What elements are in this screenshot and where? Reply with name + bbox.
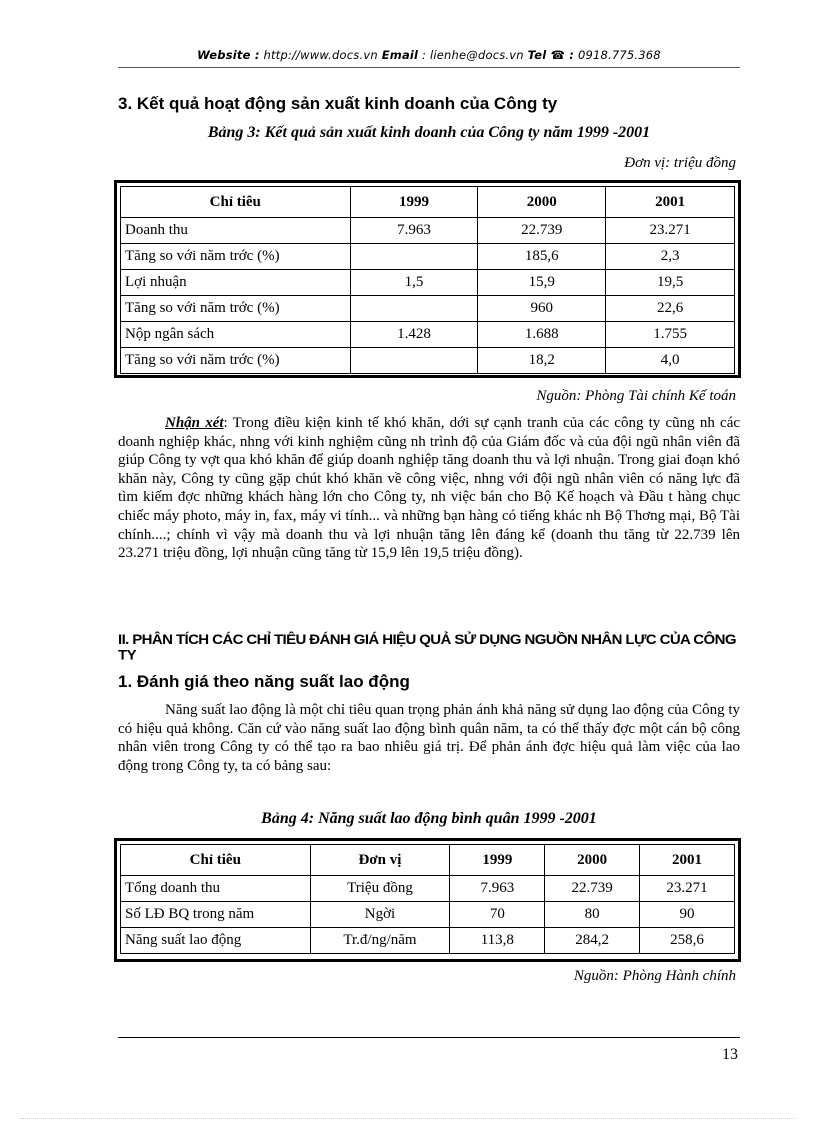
table-row	[121, 876, 735, 902]
table-4-caption: Bảng 4: Năng suất lao động bình quân 1999 -2001	[261, 810, 597, 827]
table-cell: 90	[640, 902, 735, 928]
table-cell: Năng suất lao động	[121, 928, 311, 954]
table-cell: Triệu đồng	[310, 876, 450, 902]
table-cell: Tăng so với năm trớc (%)	[121, 244, 351, 270]
table-header-cell: 1999	[350, 187, 478, 218]
table-cell: 1.428	[350, 322, 478, 348]
table-cell: 7.963	[350, 218, 478, 244]
table-row	[121, 296, 735, 322]
table-header-cell: Chỉ tiêu	[121, 187, 351, 218]
table-4-source: Nguồn: Phòng Hành chính	[573, 968, 736, 984]
table-cell: 258,6	[640, 928, 735, 954]
header-website-label: Website :	[197, 48, 260, 62]
productivity-paragraph: Năng suất lao động là một chỉ tiêu quan trọng phản ánh khả năng sử dụng lao động của Công ty có hiệu quả không. Căn cứ vào năng suất lao động bình quân năm, ta có thể thấy đợc một cán bộ công nhân viên trong Công ty có thể tạo ra bao nhiêu giá trị. Để phản ánh đợc hiệu quả làm việc của lao động trong Công ty, ta có bảng sau:	[118, 702, 740, 774]
table-cell: 2,3	[606, 244, 735, 270]
table-cell: 22.739	[545, 876, 640, 902]
table-cell: 15,9	[478, 270, 606, 296]
table-3-source: Nguồn: Phòng Tài chính Kế toán	[536, 388, 736, 404]
table-cell: 23.271	[640, 876, 735, 902]
table-header-cell: Đơn vị	[310, 845, 450, 876]
table-cell: 70	[450, 902, 545, 928]
productivity-table	[120, 844, 735, 954]
table-cell: Tăng so với năm trớc (%)	[121, 296, 351, 322]
header-tel-value: 0918.775.368	[574, 48, 661, 62]
page-bottom-edge	[20, 1118, 796, 1119]
header-email-link[interactable]: : lienhe@docs.vn	[418, 48, 528, 62]
table-cell: Tổng doanh thu	[121, 876, 311, 902]
table-cell: Ngời	[310, 902, 450, 928]
header-email-label: Email	[381, 48, 419, 62]
table-cell: 1,5	[350, 270, 478, 296]
table-cell: 1.688	[478, 322, 606, 348]
table-row	[121, 218, 735, 244]
table-cell: 18,2	[478, 348, 606, 374]
table-cell: Nộp ngân sách	[121, 322, 351, 348]
table-row	[121, 928, 735, 954]
table-3-frame	[114, 180, 741, 378]
page-header	[118, 48, 740, 62]
table-header-row	[121, 845, 735, 876]
table-row	[121, 270, 735, 296]
table-cell: 23.271	[606, 218, 735, 244]
table-cell: 80	[545, 902, 640, 928]
table-cell: Tr.đ/ng/năm	[310, 928, 450, 954]
table-3-caption: Bảng 3: Kết quả sản xuất kinh doanh của Công ty năm 1999 -2001	[207, 124, 651, 141]
table-header-cell: 2001	[606, 187, 735, 218]
table-cell: 22,6	[606, 296, 735, 322]
table-cell: 19,5	[606, 270, 735, 296]
table-cell: 22.739	[478, 218, 606, 244]
table-header-row	[121, 187, 735, 218]
table-4-frame	[114, 838, 741, 962]
table-cell: 1.755	[606, 322, 735, 348]
remark-text: : Trong điều kiện kinh tế khó khăn, dới sự cạnh tranh của các công ty cũng nh các doanh nghiệp khác, nhng với kinh nghiệm cũng nh trình độ của Giám đốc và của đội ngũ nhân viên đã giúp Công ty vợt qua khó khăn để giúp doanh nghiệp tăng doanh thu và lợi nhuận. Trong giai đoạn khó khăn này, Công ty cũng gặp chút khó khăn về công việc, nhng với đội ngũ nhân viên có năng lực đã tìm kiếm đợc những khách hàng lớn cho Công ty, nh việc bán cho Bộ Kế hoạch và Đầu t hàng chục chiếc máy photo, máy in, fax, máy vi tính... và những bạn hàng có tiếng khác nh Bộ Thơng mại, Bộ Tài chính....; chính vì vậy mà doanh thu và lợi nhuận tăng lên đáng kể (doanh thu tăng từ 22.739 lên 23.271 triệu đồng, lợi nhuận cũng tăng từ 15,9 lên 19,5 triệu đồng).	[118, 415, 741, 562]
table-cell: Doanh thu	[121, 218, 351, 244]
remark-paragraph	[118, 414, 740, 563]
table-cell: Tăng so với năm trớc (%)	[121, 348, 351, 374]
table-header-cell: 2001	[640, 845, 735, 876]
table-cell	[350, 348, 478, 374]
table-cell: 185,6	[478, 244, 606, 270]
table-cell: 7.963	[450, 876, 545, 902]
section-2-heading: II. PHÂN TÍCH CÁC CHỈ TIÊU ĐÁNH GIÁ HIỆU QUẢ SỬ DỤNG NGUỒN NHÂN LỰC CỦA CÔNG TY	[118, 631, 736, 664]
table-cell: Lợi nhuận	[121, 270, 351, 296]
header-divider	[118, 67, 740, 68]
table-3-unit: Đơn vị: triệu đồng	[624, 155, 736, 171]
table-header-cell: 2000	[478, 187, 606, 218]
table-cell	[350, 296, 478, 322]
table-header-cell: 2000	[545, 845, 640, 876]
table-row	[121, 322, 735, 348]
footer-divider	[118, 1037, 740, 1038]
table-row	[121, 902, 735, 928]
table-header-cell: 1999	[450, 845, 545, 876]
header-website-link[interactable]: http://www.docs.vn	[259, 48, 382, 62]
remark-label: Nhận xét	[165, 415, 224, 431]
subsection-1-heading: 1. Đánh giá theo năng suất lao động	[118, 672, 410, 691]
table-cell: 960	[478, 296, 606, 322]
table-cell: Số LĐ BQ trong năm	[121, 902, 311, 928]
section-3-heading: 3. Kết quả hoạt động sản xuất kinh doanh của Công ty	[118, 94, 558, 113]
table-row	[121, 348, 735, 374]
table-cell: 4,0	[606, 348, 735, 374]
header-tel-label: Tel ☎ :	[527, 48, 575, 62]
table-row	[121, 244, 735, 270]
results-table	[120, 186, 735, 374]
table-header-cell: Chỉ tiêu	[121, 845, 311, 876]
table-cell: 284,2	[545, 928, 640, 954]
table-cell: 113,8	[450, 928, 545, 954]
page-number: 13	[722, 1046, 738, 1063]
table-cell	[350, 244, 478, 270]
